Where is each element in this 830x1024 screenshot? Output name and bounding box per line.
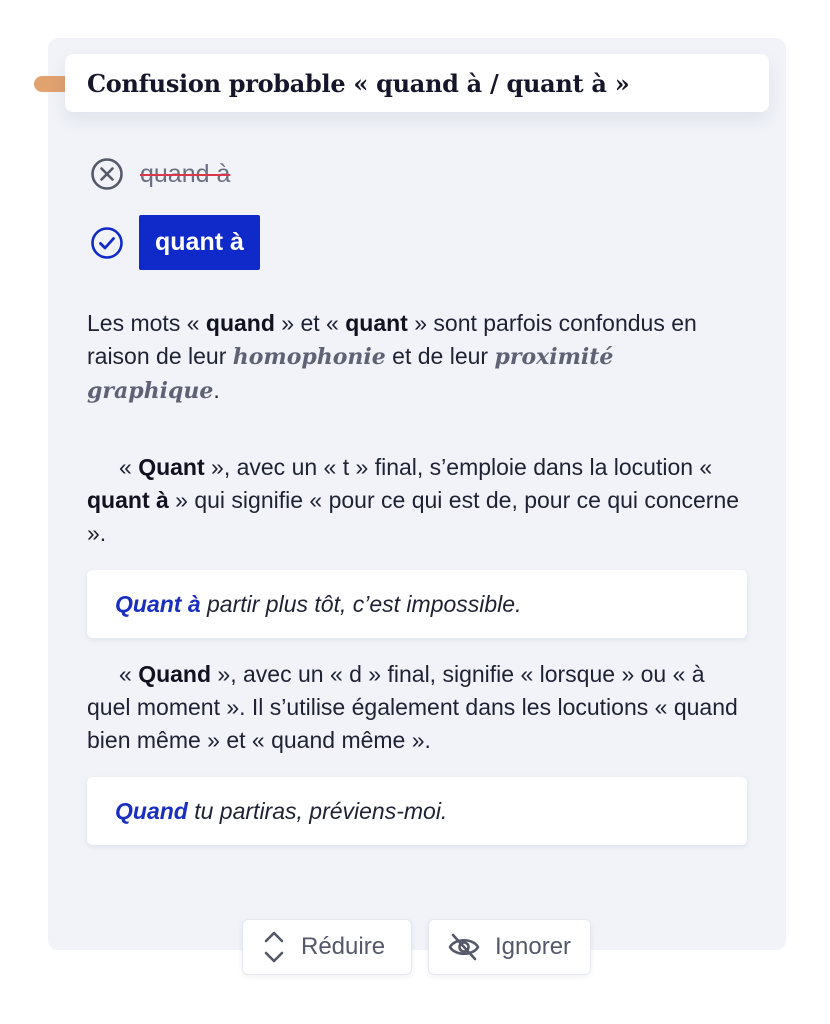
correct-spelling-row — [90, 215, 260, 270]
explanation-paragraph-2 — [87, 451, 747, 550]
text-segment: », avec un « t » final, s’emploie dans la locution « — [204, 454, 713, 480]
bold-term: Quand — [138, 661, 212, 687]
reduce-button[interactable] — [242, 919, 412, 975]
example-text: partir plus tôt, c’est impossible. — [200, 590, 522, 617]
card-title: Confusion probable « quand à / quant à » — [87, 68, 630, 98]
bold-term: Quant — [138, 454, 205, 480]
ignore-button-label: Ignorer — [495, 933, 572, 960]
example-text: tu partiras, préviens-moi. — [187, 797, 448, 824]
chevron-up-down-icon — [261, 929, 287, 965]
eye-off-icon — [447, 932, 481, 962]
ignore-button[interactable] — [428, 919, 591, 975]
wrong-spelling-row — [90, 156, 230, 192]
text-segment: « — [119, 661, 139, 687]
apply-correction-button[interactable]: quant à — [139, 215, 260, 270]
explanation-paragraph-1 — [87, 307, 747, 408]
bold-term: quant à — [87, 487, 169, 513]
explanation-paragraph-3 — [87, 658, 747, 757]
example-keyword: Quant à — [115, 590, 201, 617]
text-segment: » qui signifie « pour ce qui est de, pour ce qui concerne ». — [87, 487, 740, 546]
example-box-quand — [87, 777, 747, 845]
emphasis-term: homophonie — [232, 344, 386, 370]
bold-term: quant — [345, 310, 408, 336]
example-keyword: Quand — [115, 797, 188, 824]
text-segment: » sont parfois confondus en raison de leur — [87, 310, 697, 369]
text-segment: » et « — [274, 310, 346, 336]
text-segment: « — [119, 454, 139, 480]
text-segment: Les mots « — [87, 310, 206, 336]
example-box-quant — [87, 570, 747, 638]
circle-x-icon — [90, 157, 124, 191]
bold-term: quand — [205, 310, 275, 336]
circle-check-icon — [90, 226, 124, 260]
text-segment: et de leur — [385, 343, 495, 369]
reduce-button-label: Réduire — [301, 933, 386, 960]
text-segment: », avec un « d » final, signifie « lorsque » ou « à quel moment ». Il s’utilise également dans les locutions « quand bien même » et « quand même ». — [87, 661, 738, 753]
card-header — [65, 54, 769, 112]
wrong-spelling: quand à — [140, 159, 231, 188]
emphasis-term: proximité graphique — [87, 344, 614, 404]
text-segment: . — [213, 377, 220, 403]
